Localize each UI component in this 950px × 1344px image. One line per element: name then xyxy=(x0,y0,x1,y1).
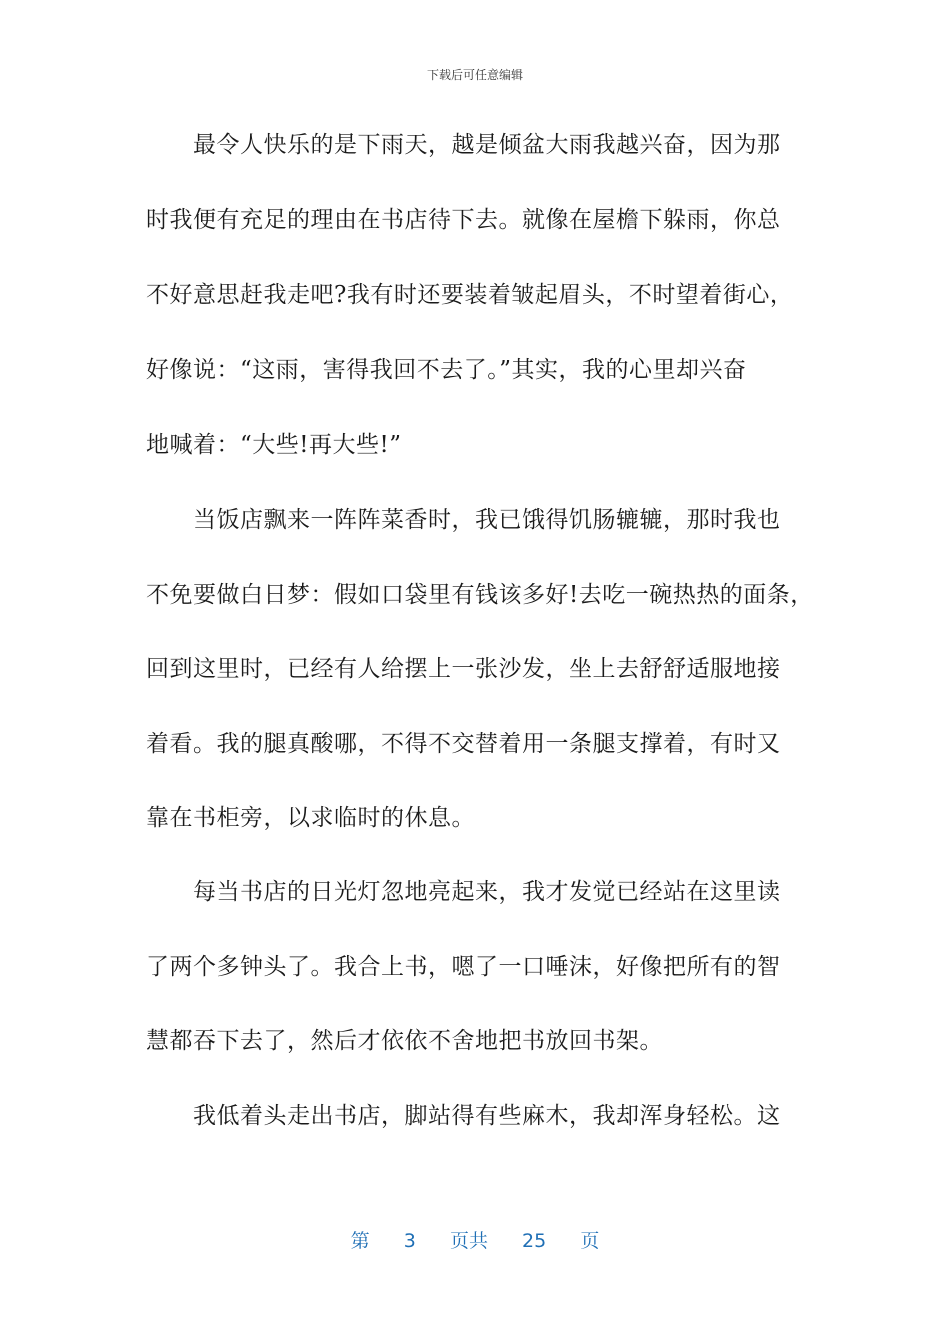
total-page-count: 25 xyxy=(522,1230,547,1252)
text-line: 当饭店飘来一阵阵菜香时，我已饿得饥肠辘辘，那时我也 xyxy=(193,507,781,533)
text-line: 好像说：“这雨，害得我回不去了。”其实，我的心里却兴奋 xyxy=(146,357,747,383)
text-line: 最令人快乐的是下雨天，越是倾盆大雨我越兴奋，因为那 xyxy=(193,132,781,158)
text-line: 不免要做白日梦：假如口袋里有钱该多好!去吃一碗热热的面条， xyxy=(146,582,814,608)
text-line: 地喊着：“大些!再大些!” xyxy=(146,432,402,458)
text-line: 回到这里时，已经有人给摆上一张沙发，坐上去舒舒适服地接 xyxy=(146,656,781,682)
text-line: 不好意思赶我走吧?我有时还要装着皱起眉头，不时望着街心， xyxy=(146,282,794,308)
page-header: 下载后可任意编辑 xyxy=(426,68,523,82)
footer-prefix: 第 xyxy=(350,1230,370,1252)
text-line: 我低着头走出书店，脚站得有些麻木，我却浑身轻松。这 xyxy=(193,1103,781,1129)
footer-middle: 页共 xyxy=(449,1230,488,1252)
text-line: 靠在书柜旁，以求临时的休息。 xyxy=(146,805,475,831)
text-line: 了两个多钟头了。我合上书，嗯了一口唾沫，好像把所有的智 xyxy=(146,954,781,980)
page-footer xyxy=(0,1226,950,1253)
text-line: 时我便有充足的理由在书店待下去。就像在屋檐下躲雨，你总 xyxy=(146,207,781,233)
current-page-number: 3 xyxy=(403,1230,416,1252)
text-line: 每当书店的日光灯忽地亮起来，我才发觉已经站在这里读 xyxy=(193,879,781,905)
text-line: 着看。我的腿真酸哪，不得不交替着用一条腿支撑着，有时又 xyxy=(146,731,781,757)
footer-suffix: 页 xyxy=(580,1230,600,1252)
text-line: 慧都吞下去了，然后才依依不舍地把书放回书架。 xyxy=(146,1028,663,1054)
